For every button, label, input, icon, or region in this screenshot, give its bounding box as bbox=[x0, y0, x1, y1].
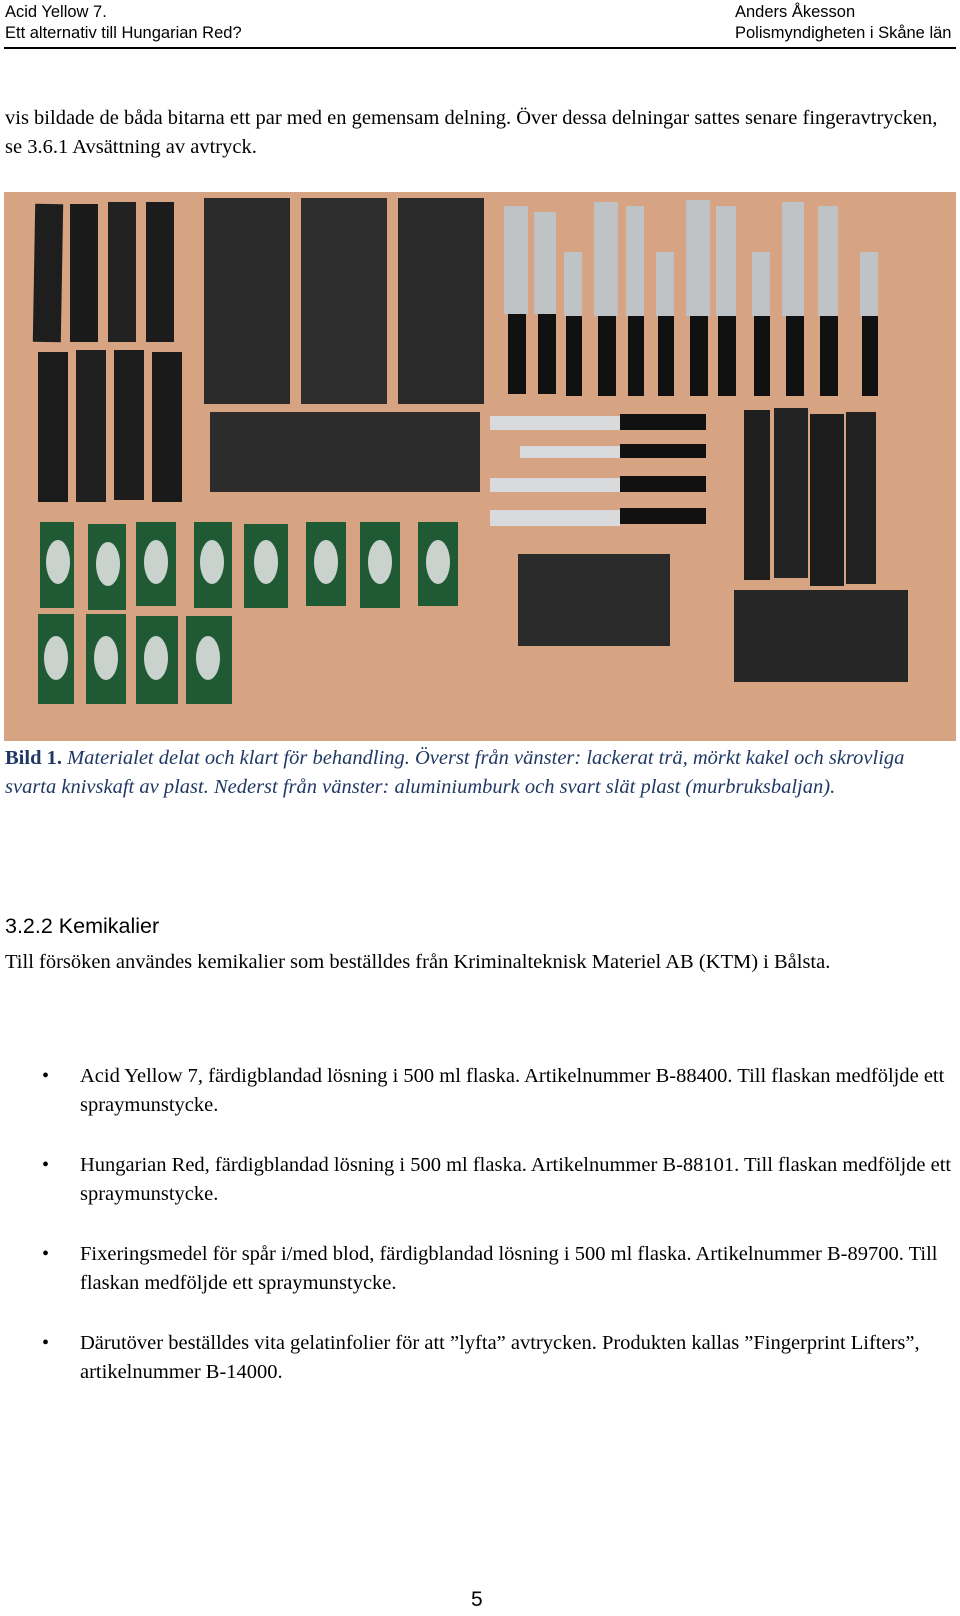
figure-caption bbox=[5, 744, 950, 802]
materials-photo bbox=[4, 192, 956, 741]
header-divider bbox=[4, 47, 956, 49]
header-subtitle: Ett alternativ till Hungarian Red? bbox=[5, 24, 242, 42]
intro-paragraph: vis bildade de båda bitarna ett par med en gemensam delning. Över dessa delningar sattes senare fingeravtrycken, se 3.6.1 Avsättning av avtryck. bbox=[5, 107, 938, 158]
list-item-text: Därutöver beställdes vita gelatinfolier för att ”lyfta” avtrycken. Produkten kallas ”Fingerprint Lifters”, artikelnummer B-14000. bbox=[80, 1332, 920, 1383]
chemicals-list bbox=[0, 1062, 960, 1418]
bullet-icon: • bbox=[42, 1243, 50, 1265]
bullet-icon: • bbox=[42, 1332, 50, 1354]
header-organization: Polismyndigheten i Skåne län bbox=[735, 24, 952, 42]
section-paragraph: Till försöken användes kemikalier som beställdes från Kriminalteknisk Materiel AB (KTM) i Bålsta. bbox=[5, 951, 831, 973]
section-heading: 3.2.2 Kemikalier bbox=[5, 914, 160, 938]
bullet-icon: • bbox=[42, 1154, 50, 1176]
bullet-icon: • bbox=[42, 1065, 50, 1087]
list-item bbox=[0, 1151, 960, 1209]
figure-label: Bild 1. bbox=[5, 747, 62, 769]
running-header-left bbox=[5, 2, 242, 44]
running-header-right bbox=[735, 2, 951, 44]
list-item bbox=[0, 1240, 960, 1298]
figure-caption-text: Materialet delat och klart för behandling. Överst från vänster: lackerat trä, mörkt kakel och skrovliga svarta knivskaft av plast. Nederst från vänster: aluminiumburk och svart slät plast (murbruksbaljan). bbox=[5, 747, 905, 798]
list-item bbox=[0, 1329, 960, 1387]
header-title: Acid Yellow 7. bbox=[5, 3, 107, 21]
list-item-text: Fixeringsmedel för spår i/med blod, färdigblandad lösning i 500 ml flaska. Artikelnummer B-89700. Till flaskan medföljde ett spraymunstycke. bbox=[80, 1243, 938, 1294]
list-item bbox=[0, 1062, 960, 1120]
list-item-text: Hungarian Red, färdigblandad lösning i 500 ml flaska. Artikelnummer B-88101. Till flaskan medföljde ett spraymunstycke. bbox=[80, 1154, 952, 1205]
header-author: Anders Åkesson bbox=[735, 3, 856, 21]
page-number: 5 bbox=[471, 1588, 483, 1611]
list-item-text: Acid Yellow 7, färdigblandad lösning i 500 ml flaska. Artikelnummer B-88400. Till flaskan medföljde ett spraymunstycke. bbox=[80, 1065, 945, 1116]
